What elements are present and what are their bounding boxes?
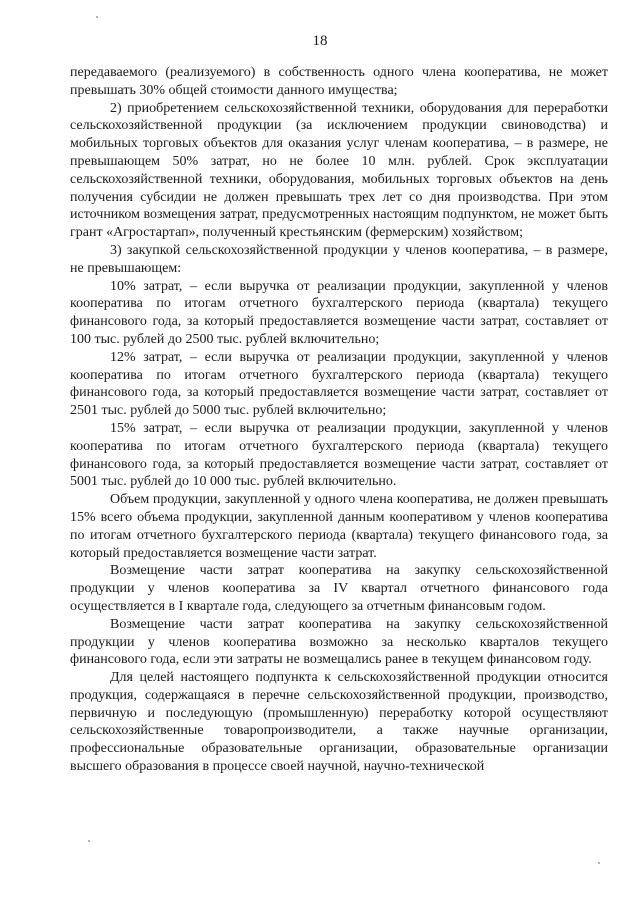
paragraph-3: 3) закупкой сельскохозяйственной продукции у членов кооператива, – в размере, не превышающем: bbox=[70, 242, 608, 276]
paragraph-10: Для целей настоящего подпункта к сельскохозяйственной продукции относится продукция, содержащаяся в перечне сельскохозяйственной продукции, производство, первичную и последующую (промышленную) переработку которой осуществляют сельскохозяйственные товаропроизводители, а также научные организации, профессиональные образовательные организации, образовательные организации высшего образования в процессе своей научной, научно-технической bbox=[70, 670, 608, 775]
paragraph-2: 2) приобретением сельскохозяйственной техники, оборудования для переработки сельскохозяйственной продукции (за исключением продукции свиноводства) и мобильных торговых объектов для оказания услуг членам кооператива, – в размере, не превышающем 50% затрат, но не более 10 млн. рублей. Срок эксплуатации сельскохозяйственной техники, оборудования, мобильных торговых объектов на день получения субсидии не должен превышать трех лет со дня производства. При этом источником возмещения затрат, предусмотренных настоящим подпунктом, не может быть грант «Агростартап», полученный крестьянским (фермерским) хозяйством; bbox=[70, 100, 608, 241]
paragraph-6: 15% затрат, – если выручка от реализации продукции, закупленной у членов кооператива по итогам отчетного бухгалтерского периода (квартала) текущего финансового года, за который предоставляется возмещение части затрат, составляет от 5001 тыс. рублей до 10 000 тыс. рублей включительно. bbox=[70, 420, 608, 490]
paragraph-5: 12% затрат, – если выручка от реализации продукции, закупленной у членов кооператива по итогам отчетного бухгалтерского периода (квартала) текущего финансового года, за который предоставляется возмещение части затрат, составляет от 2501 тыс. рублей до 5000 тыс. рублей включительно; bbox=[70, 349, 608, 419]
scan-speck bbox=[598, 862, 600, 864]
scan-speck bbox=[96, 16, 98, 18]
paragraph-8: Возмещение части затрат кооператива на закупку сельскохозяйственной продукции у членов кооператива за IV квартал отчетного финансового года осуществляется в I квартале года, следующего за отчетным финансовым годом. bbox=[70, 563, 608, 614]
paragraph-7: Объем продукции, закупленной у одного члена кооператива, не должен превышать 15% всего объема продукции, закупленной данным кооперативом у членов кооператива по итогам отчетного бухгалтерского периода (квартала) текущего финансового года, за который предоставляется возмещение части затрат. bbox=[70, 492, 608, 561]
page-number: 18 bbox=[312, 33, 328, 49]
paragraph-4: 10% затрат, – если выручка от реализации продукции, закупленной у членов кооператива по итогам отчетного бухгалтерского периода (квартала) текущего финансового года, за который предоставляется возмещение части затрат, составляет от 100 тыс. рублей до 2500 тыс. рублей включительно; bbox=[70, 278, 608, 347]
paragraph-1: передаваемого (реализуемого) в собственность одного члена кооператива, не может превышать 30% общей стоимости данного имущества; bbox=[70, 65, 608, 98]
scan-speck bbox=[88, 840, 90, 842]
paragraph-9: Возмещение части затрат кооператива на закупку сельскохозяйственной продукции у членов кооператива возможно за несколько кварталов текущего финансового года, если эти затраты не возмещались ранее в текущем финансовом году. bbox=[70, 616, 608, 668]
document-body bbox=[70, 64, 608, 776]
